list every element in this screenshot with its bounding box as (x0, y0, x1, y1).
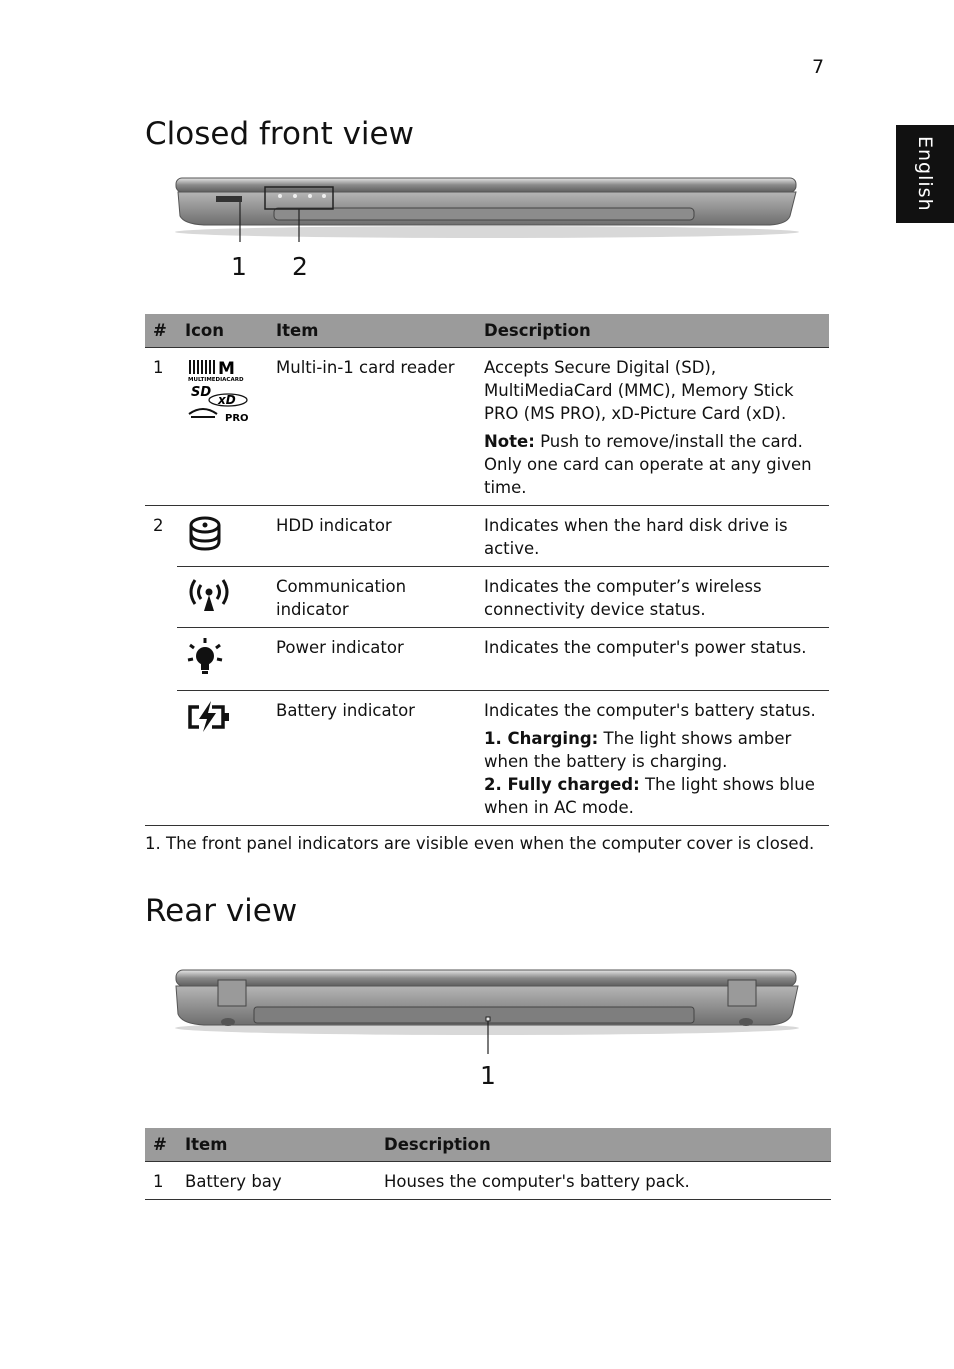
row-description (476, 348, 829, 506)
row-description: Indicates when the hard disk drive is active. (476, 506, 829, 567)
battery-charging-note (484, 727, 821, 773)
laptop-rear-drawing (170, 964, 804, 1054)
svg-text:M: M (218, 359, 235, 379)
row-num: 1 (153, 358, 164, 377)
rear-callout-1: 1 (480, 1061, 496, 1090)
wireless-icon (185, 575, 233, 613)
table-header-row (145, 1128, 831, 1162)
front-callout-2: 2 (292, 252, 308, 281)
table-row (145, 1162, 831, 1200)
row-icon (177, 506, 268, 567)
battery-icon (185, 699, 233, 733)
svg-text:PRO: PRO (225, 413, 249, 424)
table-header-row (145, 314, 829, 348)
row-icon (177, 628, 268, 691)
full-label: 2. Fully charged: (484, 775, 640, 794)
svg-text:SD: SD (191, 385, 212, 400)
row-icon (177, 567, 268, 628)
rear-view-title: Rear view (145, 893, 298, 929)
row-item: Communication indicator (268, 567, 476, 628)
row-item: Multi-in-1 card reader (276, 358, 455, 377)
row-item: HDD indicator (268, 506, 476, 567)
full-text: The light shows blue when in AC mode. (484, 775, 815, 817)
front-view-illustration (170, 172, 804, 242)
battery-full-note (484, 773, 821, 819)
header-icon: Icon (177, 314, 268, 348)
battery-description: Indicates the computer's battery status. (484, 701, 816, 720)
language-tab (896, 125, 954, 223)
language-tab-label: English (914, 136, 936, 212)
row-description: Houses the computer's battery pack. (376, 1162, 831, 1200)
svg-text:xD: xD (218, 393, 236, 407)
row-num: 2 (145, 506, 177, 567)
table-row (145, 691, 829, 826)
header-num: # (145, 314, 177, 348)
table-row (145, 506, 829, 567)
row-description: Indicates the computer's power status. (476, 628, 829, 691)
front-view-table (145, 314, 829, 826)
footnote: 1. The front panel indicators are visible even when the computer cover is closed. (145, 834, 815, 853)
header-item: Item (177, 1128, 376, 1162)
multimedia-card-logos-icon (185, 356, 255, 426)
header-num: # (145, 1128, 177, 1162)
row-num-empty (145, 628, 177, 691)
header-description: Description (376, 1128, 831, 1162)
note-text: Push to remove/install the card. Only one card can operate at any given time. (484, 432, 812, 497)
svg-text:MULTIMEDIACARD: MULTIMEDIACARD (188, 377, 244, 383)
hdd-icon (185, 514, 225, 554)
header-item: Item (268, 314, 476, 348)
note-label: Note: (484, 432, 535, 451)
laptop-front-drawing (170, 172, 804, 242)
row-item: Power indicator (268, 628, 476, 691)
row-description: Indicates the computer’s wireless connectivity device status. (476, 567, 829, 628)
power-light-icon (185, 636, 225, 678)
card-reader-description: Accepts Secure Digital (SD), MultiMediaCard (MMC), Memory Stick PRO (MS PRO), xD-Picture Card (xD). (484, 358, 794, 423)
page-number: 7 (812, 56, 825, 78)
front-callout-1: 1 (231, 252, 247, 281)
rear-view-illustration (170, 964, 804, 1054)
row-item: Battery indicator (268, 691, 476, 826)
row-num: 1 (145, 1162, 177, 1200)
table-row (145, 628, 829, 691)
card-reader-note (484, 430, 821, 499)
rear-view-table (145, 1128, 831, 1200)
row-description (476, 691, 829, 826)
table-row (145, 567, 829, 628)
charging-text: The light shows amber when the battery is charging. (484, 729, 792, 771)
table-row (145, 348, 829, 506)
charging-label: 1. Charging: (484, 729, 599, 748)
header-description: Description (476, 314, 829, 348)
row-num-empty (145, 691, 177, 826)
row-num-empty (145, 567, 177, 628)
row-icon (177, 691, 268, 826)
row-icon (177, 348, 268, 506)
row-item: Battery bay (177, 1162, 376, 1200)
front-view-title: Closed front view (145, 116, 414, 152)
